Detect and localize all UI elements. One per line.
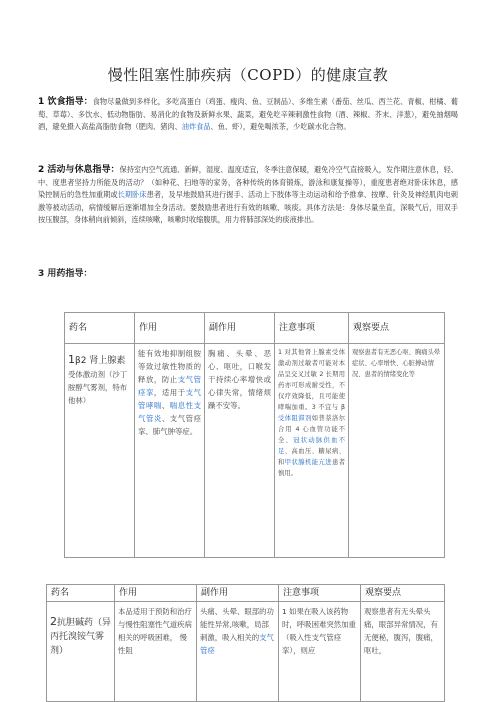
medication-heading: 3 用药指导： <box>38 269 93 279</box>
activity-text-2: 患者，及早地鼓励其进行握手、活动上下肢体等主动运动和给予推拿、按摩、针灸及神经肌肉电刺激等被动活动，病情缓解后逐渐增加全身活动。要鼓励患者进行有效的咳嗽、咳痰。具体方法是：身体尽量坐直，深吸气后，用双手按压腹部，身体稍向前倾斜，连续咳嗽，咳嗽时收缩腹肌，用力将肺部深处的痰液排出。 <box>38 190 458 225</box>
table-row <box>47 602 445 702</box>
drug-cell <box>47 602 115 702</box>
observe-cell: 观察患者有无头晕头痛，眼部异常情况，有无便秘，腹泻，腹痛，呕吐， <box>361 602 445 702</box>
header-drug: 药名 <box>65 313 135 344</box>
hyperthyroid-link[interactable]: 甲状腺机能亢进 <box>284 459 332 466</box>
effect-cell: 能有效地抑制组胺等致过敏性物质的释放，防止支气管痉挛，适用于支气管哮喘、喘息性支气管炎、支气管痉挛、肺气肿等症。 <box>135 344 205 558</box>
medication-table-2 <box>46 584 445 702</box>
drug-description: 受体激动剂（沙丁胺醇气雾剂，特布他林） <box>68 370 128 405</box>
activity-text-1: 保持室内空气流通、新鲜，湿度、温度适宜，冬季注意保暖，避免冷空气直接吸入，发作期注意休息，轻、中、度患者坚持力所能及的活动？（如种花、扫地等的家务，各种传统的体育锻炼，游泳和康复操等），重度患者绝对卧床休息，感染控制后的急性加重期或 <box>38 165 458 200</box>
drug-description: 丙托溴铵气雾剂） <box>50 632 105 656</box>
activity-heading: 2 活动与休息指导： <box>38 165 120 175</box>
coronary-link[interactable]: 冠状动脉供血不足 <box>278 437 346 455</box>
header-observe: 观察要点 <box>361 585 445 602</box>
table-header-row <box>65 313 445 344</box>
header-notes: 注意事项 <box>279 585 361 602</box>
header-drug: 药名 <box>47 585 115 602</box>
header-effect: 作用 <box>115 585 197 602</box>
drug-name: 1β2 肾上腺素 <box>68 353 126 366</box>
bronchospasm-link[interactable]: 支气管痉 <box>200 633 274 655</box>
side-effect-cell: 头痛、头晕、眼部的功能性异常,咳嗽，局部刺激，吸入相关的支气管痉 <box>197 602 279 702</box>
observe-cell: 观察患者有无恶心呕、胸痛头晕症状、心率增快、心脏搏动情况、患者的情绪变化等 <box>349 344 445 558</box>
drug-cell <box>65 344 135 558</box>
table-row <box>65 344 445 558</box>
header-observe: 观察要点 <box>349 313 445 344</box>
page-title: 慢性阻塞性肺疾病（COPD）的健康宣教 <box>107 66 389 84</box>
diet-text-2: 、鱼、虾），避免喝浓茶，少吃碳水化合物。 <box>210 122 351 132</box>
notes-cell: 1 如果在吸入该药物时，呼吸困难突然加重（吸入性支气管痉挛），则应 <box>279 602 361 702</box>
header-side-effect: 副作用 <box>197 585 279 602</box>
header-side-effect: 副作用 <box>205 313 275 344</box>
bedridden-link[interactable]: 长期卧床 <box>117 190 147 200</box>
notes-cell: 1 对其他肾上腺素受体激动剂过敏者可能对本品呈交叉过敏 2 长期用药亦可形成耐受性，不仅疗效降低，且可能使哮喘加重。3 不宜与 β 受体阻滞剂如普萘洛尔合用 4 心血管功能不全、冠状动脉供血不足、高血压、糖尿病、和甲状腺机能亢进患者慎用。 <box>275 344 349 558</box>
table-header-row <box>47 585 445 602</box>
side-effect-cell: 胸痛、头晕、恶心、呕吐，口喉发干持续心率增快或心律失常，情绪烦躁不安等。 <box>205 344 275 558</box>
fried-food-link[interactable]: 油炸食品 <box>181 122 211 132</box>
header-notes: 注意事项 <box>275 313 349 344</box>
diet-heading: 1 饮食指导： <box>38 97 93 107</box>
bronchitis-link[interactable]: 喘息性支气管炎 <box>138 401 201 423</box>
medication-table-1 <box>64 312 445 558</box>
effect-cell: 本品适用于预防和治疗与慢性阻塞性气道疾病相关的呼吸困难， 慢性阻 <box>115 602 197 702</box>
diet-text-1: 食物尽量做到多样化，多吃高蛋白（鸡蛋、瘦肉、鱼、豆制品）、多维生素（番茄、丝瓜、西兰花、青椒、柑橘、葡萄、草莓）、多饮水、低动物脂肪、易消化的食物及新鲜水果、蔬菜，避免吃辛辣刺激性食物（酒、辣椒、芥末、洋葱），避免抽烟喝酒，避免摄入高盐高脂肪食物（肥肉、猪肉、 <box>38 97 458 132</box>
asthma-link[interactable]: 支气管哮喘 <box>138 388 201 410</box>
diet-guidance <box>38 96 458 134</box>
drug-name: 2抗胆碱药（异 <box>50 615 112 628</box>
activity-guidance <box>38 164 458 227</box>
bronchospasm-link[interactable]: 支气管痉挛 <box>138 375 201 397</box>
header-effect: 作用 <box>135 313 205 344</box>
beta-blocker-link[interactable]: 受体阻滞剂 <box>278 415 312 422</box>
